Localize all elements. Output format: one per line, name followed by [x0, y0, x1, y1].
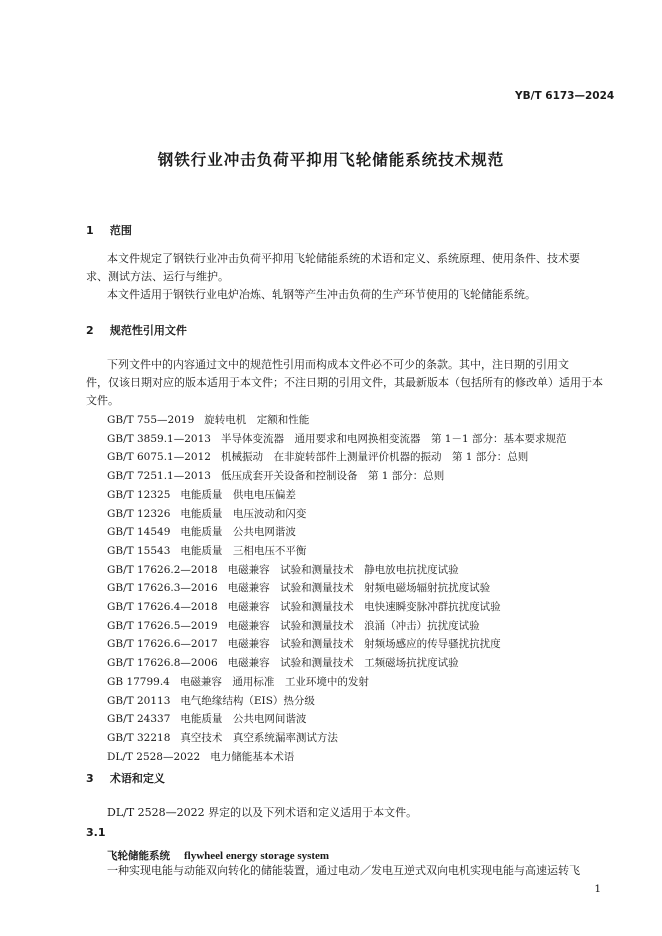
reference-title: 电气绝缘结构（EIS）热分级 [180, 694, 315, 707]
reference-title: 电磁兼容 试验和测量技术 射频电磁场辐射抗扰度试验 [227, 582, 491, 595]
reference-code: GB/T 17626.8—2006 [107, 657, 218, 670]
reference-title: 电磁兼容 通用标准 工业环境中的发射 [179, 675, 369, 688]
page-number: 1 [594, 883, 601, 895]
reference-item [107, 730, 338, 745]
reference-title: 电磁兼容 试验和测量技术 射频场感应的传导骚扰抗扰度 [227, 638, 501, 651]
paragraph-line: 一种实现电能与动能双向转化的储能装置，通过电动／发电互逆式双向电机实现电能与高速运转飞 [107, 864, 580, 877]
reference-item [107, 449, 528, 464]
reference-item [107, 674, 369, 689]
reference-title: 机械振动 在非旋转部件上测量评价机器的振动 第 1 部分：总则 [220, 451, 529, 464]
reference-title: 真空技术 真空系统漏率测试方法 [180, 731, 338, 744]
paragraph-line: DL/T 2528—2022 界定的以及下列术语和定义适用于本文件。 [107, 806, 418, 819]
reference-title: 电磁兼容 试验和测量技术 静电放电抗扰度试验 [227, 563, 459, 576]
section-title: 范围 [109, 224, 132, 237]
reference-code: GB/T 32218 [107, 731, 171, 744]
reference-code: GB/T 17626.2—2018 [107, 563, 218, 576]
reference-item [107, 636, 501, 651]
section-title: 规范性引用文件 [109, 324, 187, 337]
reference-item [107, 618, 480, 633]
reference-code: GB/T 6075.1—2012 [107, 451, 211, 464]
paragraph-line: 文件。 [86, 394, 119, 407]
reference-title: 电力储能基本术语 [210, 750, 295, 763]
reference-code: GB/T 17626.6—2017 [107, 638, 218, 651]
reference-item [107, 431, 567, 446]
reference-item [107, 487, 296, 502]
reference-title: 电磁兼容 试验和测量技术 浪涌（冲击）抗扰度试验 [227, 619, 480, 632]
term-chinese: 飞轮储能系统 [107, 850, 170, 862]
reference-title: 电能质量 电压波动和闪变 [180, 507, 307, 520]
reference-title: 半导体变流器 通用要求和电网换相变流器 第 1－1 部分：基本要求规范 [220, 432, 567, 445]
reference-title: 电能质量 公共电网间谐波 [180, 713, 307, 726]
reference-code: GB/T 20113 [107, 694, 171, 707]
reference-item [107, 562, 459, 577]
reference-code: GB/T 3859.1—2013 [107, 432, 211, 445]
reference-item [107, 468, 444, 483]
reference-item [107, 711, 306, 726]
reference-item [107, 524, 296, 539]
reference-title: 电能质量 三相电压不平衡 [180, 544, 307, 557]
reference-title: 电能质量 供电电压偏差 [180, 488, 296, 501]
section-number: 2 [86, 324, 94, 337]
reference-item [107, 599, 501, 614]
term-number: 3.1 [86, 826, 106, 839]
reference-code: GB/T 17626.3—2016 [107, 582, 218, 595]
section-2-heading [86, 322, 187, 338]
reference-item [107, 655, 459, 670]
reference-code: GB/T 24337 [107, 713, 171, 726]
section-number: 1 [86, 224, 94, 237]
section-1-heading [86, 222, 132, 238]
reference-code: GB/T 15543 [107, 544, 171, 557]
paragraph-line: 下列文件中的内容通过文中的规范性引用而构成本文件必不可少的条款。其中，注日期的引用文 [107, 358, 569, 371]
reference-title: 电能质量 公共电网谐波 [180, 526, 296, 539]
reference-title: 旋转电机 定额和性能 [204, 414, 310, 426]
paragraph-line: 本文件适用于钢铁行业电炉冶炼、轧钢等产生冲击负荷的生产环节使用的飞轮储能系统。 [107, 288, 536, 301]
reference-title: 电磁兼容 试验和测量技术 电快速瞬变脉冲群抗扰度试验 [227, 601, 501, 613]
reference-code: GB/T 7251.1—2013 [107, 470, 211, 483]
reference-code: GB/T 17626.5—2019 [107, 619, 218, 632]
reference-item [107, 543, 306, 558]
reference-item [107, 412, 309, 427]
reference-code: GB/T 12325 [107, 488, 171, 501]
reference-code: GB/T 755—2019 [107, 414, 195, 426]
term-heading [107, 844, 329, 863]
standard-code: YB/T 6173—2024 [515, 90, 615, 102]
paragraph-line: 求、测试方法、运行与维护。 [86, 270, 229, 283]
document-title: 钢铁行业冲击负荷平抑用飞轮储能系统技术规范 [157, 151, 505, 169]
section-number: 3 [86, 772, 94, 785]
reference-title: 电磁兼容 试验和测量技术 工频磁场抗扰度试验 [227, 657, 459, 670]
paragraph-line: 本文件规定了钢铁行业冲击负荷平抑用飞轮储能系统的术语和定义、系统原理、使用条件、技术要 [107, 252, 580, 265]
paragraph-line: 件，仅该日期对应的版本适用于本文件；不注日期的引用文件，其最新版本（包括所有的修改单）适用于本 [86, 376, 603, 389]
section-3-heading [86, 770, 165, 786]
reference-item [107, 580, 490, 595]
reference-code: GB 17799.4 [107, 675, 170, 688]
reference-item [107, 693, 315, 708]
term-english: flywheel energy storage system [184, 850, 330, 862]
reference-item [107, 749, 294, 764]
section-title: 术语和定义 [109, 772, 165, 785]
reference-item [107, 506, 306, 521]
reference-code: GB/T 12326 [107, 507, 171, 520]
reference-title: 低压成套开关设备和控制设备 第 1 部分：总则 [220, 470, 445, 483]
reference-code: GB/T 14549 [107, 526, 171, 539]
reference-code: DL/T 2528—2022 [107, 750, 201, 763]
reference-code: GB/T 17626.4—2018 [107, 601, 218, 613]
